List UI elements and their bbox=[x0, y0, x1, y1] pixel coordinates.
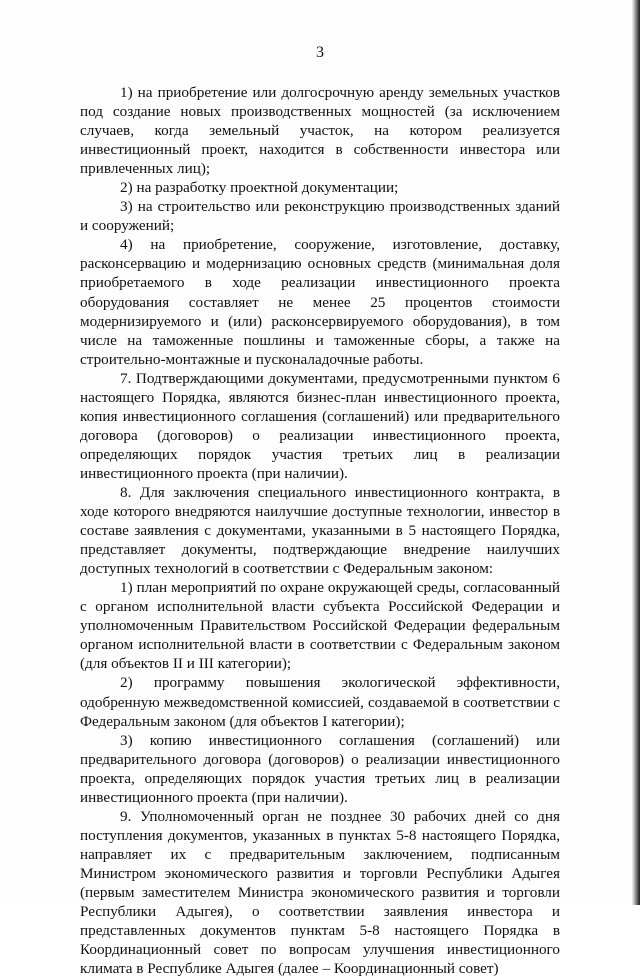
page-number: 3 bbox=[316, 44, 324, 61]
paragraph-agreement-copy: 3) копию инвестиционного соглашения (соглашений) или предварительного договора (договоров) о реализации инвестиционного проекта, определяющих порядок участия третьих лиц в реализации инвестиционного проекта (при наличии). bbox=[80, 731, 560, 806]
paragraph-environment-plan: 1) план мероприятий по охране окружающей среды, согласованный с органом исполнительной власти субъекта Российской Федерации и уполномоченным Правительством Российской Федерации федеральным органом исполнительной власти в соответствии с Федеральным законом (для объектов II и III категории); bbox=[80, 579, 560, 673]
paragraph-equipment: 4) на приобретение, сооружение, изготовление, доставку, расконсервацию и модернизацию основных средств (минимальная доля приобретаемого в ходе реализации инвестиционного проекта оборудования составляет не менее 25 процентов стоимости модернизируемого и (или) расконсервируемого оборудования), в том числе на таможенные пошлины и таможенные сборы, а также на строительно-монтажные и пусконаладочные работы. bbox=[80, 236, 560, 368]
paragraph-project-docs: 2) на разработку проектной документации; bbox=[120, 179, 399, 197]
paragraph-land-acquisition: 1) на приобретение или долгосрочную аренду земельных участков под создание новых производственных мощностей (за исключением случаев, когда земельный участок, на котором реализуется инвестиционный проект, находится в собственности инвестора или привлеченных лиц); bbox=[80, 84, 560, 178]
paragraph-item-9: 9. Уполномоченный орган не позднее 30 рабочих дней со дня поступления документов, указанных в пунктах 5-8 настоящего Порядка, направляет их с предварительным заключением, подписанным Министром экономического развития и торговли Республики Адыгея (первым заместителем Министра экономического развития и торговли Республики Адыгея), о соответствии заявления инвестора и представленных документов пунктам 5-8 настоящего Порядка в Координационный совет по вопросам улучшения инвестиционного климата в Республике Адыгея (далее – Координационный совет) bbox=[80, 807, 560, 978]
paragraph-item-7: 7. Подтверждающими документами, предусмотренными пунктом 6 настоящего Порядка, являются бизнес-план инвестиционного проекта, копия инвестиционного соглашения (соглашений) или предварительного договора (договоров) о реализации инвестиционного проекта, определяющих порядок участия третьих лиц в реализации инвестиционного проекта (при наличии). bbox=[80, 369, 560, 482]
document-body bbox=[80, 83, 560, 978]
paragraph-eco-program: 2) программу повышения экологической эффективности, одобренную межведомственной комиссией, создаваемой в соответствии с Федеральным законом (для объектов I категории); bbox=[80, 674, 560, 730]
scan-edge-shadow bbox=[632, 0, 640, 905]
paragraph-item-8: 8. Для заключения специального инвестиционного контракта, в ходе которого внедряются наилучшие доступные технологии, инвестор в составе заявления с документами, указанными в 5 настоящего Порядка, представляет документы, подтверждающие внедрение наилучших доступных технологий в соответствии с Федеральным законом: bbox=[80, 483, 560, 578]
paragraph-construction: 3) на строительство или реконструкцию производственных зданий и сооружений; bbox=[80, 198, 560, 235]
